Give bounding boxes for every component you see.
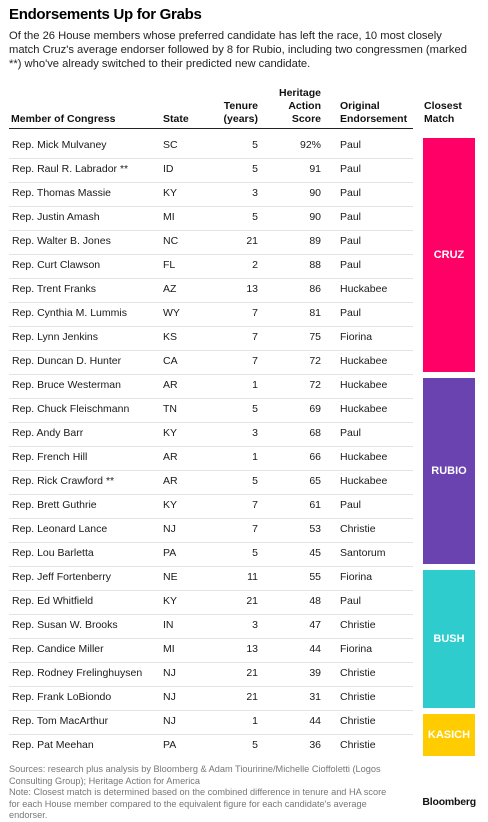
cell-original: Christie	[340, 619, 376, 631]
cell-original: Paul	[340, 139, 362, 151]
cell-original: Huckabee	[340, 283, 388, 295]
cell-original: Christie	[340, 715, 376, 727]
match-band-bush: BUSH	[423, 570, 475, 708]
cell-state: NE	[163, 571, 178, 583]
cell-score: 81	[309, 307, 321, 319]
cell-member: Rep. Cynthia M. Lummis	[12, 307, 127, 319]
header-state: State	[163, 113, 189, 125]
cell-member: Rep. Pat Meehan	[12, 739, 94, 751]
row-separator	[9, 590, 413, 591]
footer-note: Note: Closest match is determined based on the combined difference in tenure and HA score for each House member compared to the equivalent figure for each candidate's average endorser.	[9, 787, 387, 820]
cell-original: Fiorina	[340, 331, 373, 343]
cell-score: 47	[309, 619, 321, 631]
cell-original: Paul	[340, 307, 362, 319]
cell-tenure: 21	[246, 667, 258, 679]
header-original	[340, 100, 407, 126]
cell-member: Rep. Justin Amash	[12, 211, 100, 223]
cell-tenure: 3	[252, 427, 258, 439]
cell-tenure: 5	[252, 163, 258, 175]
cell-score: 91	[309, 163, 321, 175]
cell-score: 72	[309, 355, 321, 367]
cell-tenure: 1	[252, 715, 258, 727]
row-separator	[9, 710, 413, 711]
cell-member: Rep. Tom MacArthur	[12, 715, 109, 727]
cell-original: Huckabee	[340, 355, 388, 367]
header-divider	[9, 128, 413, 129]
row-separator	[9, 518, 413, 519]
cell-original: Paul	[340, 211, 362, 223]
cell-state: AR	[163, 379, 178, 391]
cell-state: KY	[163, 595, 178, 607]
cell-member: Rep. Leonard Lance	[12, 523, 108, 535]
cell-tenure: 13	[246, 643, 258, 655]
cell-tenure: 5	[252, 139, 258, 151]
cell-state: FL	[163, 259, 176, 271]
cell-original: Huckabee	[340, 451, 388, 463]
cell-original: Paul	[340, 499, 362, 511]
cell-member: Rep. Frank LoBiondo	[12, 691, 112, 703]
row-separator	[9, 446, 413, 447]
cell-score: 36	[309, 739, 321, 751]
cell-original: Huckabee	[340, 475, 388, 487]
header-score-line1: Heritage	[278, 87, 321, 99]
cell-original: Huckabee	[340, 379, 388, 391]
cell-tenure: 7	[252, 307, 258, 319]
cell-member: Rep. Andy Barr	[12, 427, 84, 439]
row-separator	[9, 686, 413, 687]
cell-score: 39	[309, 667, 321, 679]
footer-notes	[9, 764, 399, 822]
cell-original: Huckabee	[340, 403, 388, 415]
row-separator	[9, 470, 413, 471]
cell-state: AR	[163, 475, 178, 487]
cell-original: Santorum	[340, 547, 386, 559]
cell-state: SC	[163, 139, 178, 151]
cell-tenure: 5	[252, 211, 258, 223]
cell-state: MI	[163, 643, 175, 655]
cell-tenure: 3	[252, 187, 258, 199]
cell-member: Rep. Rick Crawford **	[12, 475, 115, 487]
row-separator	[9, 494, 413, 495]
header-score	[276, 87, 321, 126]
cell-tenure: 5	[252, 547, 258, 559]
cell-member: Rep. Trent Franks	[12, 283, 97, 295]
cell-score: 88	[309, 259, 321, 271]
cell-member: Rep. Walter B. Jones	[12, 235, 111, 247]
header-match-line1: Closest	[424, 100, 462, 112]
header-tenure	[222, 100, 258, 126]
cell-score: 55	[309, 571, 321, 583]
cell-tenure: 1	[252, 451, 258, 463]
cell-state: NJ	[163, 523, 176, 535]
cell-score: 68	[309, 427, 321, 439]
cell-tenure: 5	[252, 739, 258, 751]
cell-member: Rep. Bruce Westerman	[12, 379, 121, 391]
row-separator	[9, 302, 413, 303]
cell-original: Paul	[340, 259, 362, 271]
cell-original: Paul	[340, 187, 362, 199]
cell-score: 86	[309, 283, 321, 295]
brand-logo: Bloomberg	[422, 796, 476, 808]
cell-member: Rep. Raul R. Labrador **	[12, 163, 129, 175]
cell-member: Rep. Ed Whitfield	[12, 595, 94, 607]
cell-state: NJ	[163, 667, 176, 679]
cell-original: Christie	[340, 739, 376, 751]
cell-member: Rep. Duncan D. Hunter	[12, 355, 122, 367]
chart-title: Endorsements Up for Grabs	[9, 6, 202, 23]
cell-original: Paul	[340, 163, 362, 175]
cell-member: Rep. Rodney Frelinghuysen	[12, 667, 143, 679]
match-band-cruz: CRUZ	[423, 138, 475, 372]
cell-original: Paul	[340, 235, 362, 247]
header-match	[424, 100, 462, 126]
cell-original: Paul	[340, 427, 362, 439]
cell-score: 45	[309, 547, 321, 559]
header-original-line1: Original	[340, 100, 380, 112]
cell-original: Fiorina	[340, 643, 373, 655]
chart-subtitle: Of the 26 House members whose preferred candidate has left the race, 10 most closely match Cruz's average endorser followed by 8 for Rubio, including two congressmen (marked **) who've already switched to their predicted new candidate.	[9, 30, 467, 70]
cell-state: AZ	[163, 283, 177, 295]
cell-state: NJ	[163, 715, 176, 727]
row-separator	[9, 182, 413, 183]
cell-member: Rep. Lou Barletta	[12, 547, 94, 559]
row-separator	[9, 566, 413, 567]
cell-score: 66	[309, 451, 321, 463]
cell-tenure: 1	[252, 379, 258, 391]
cell-score: 75	[309, 331, 321, 343]
cell-state: MI	[163, 211, 175, 223]
cell-state: AR	[163, 451, 178, 463]
cell-score: 31	[309, 691, 321, 703]
cell-member: Rep. Thomas Massie	[12, 187, 112, 199]
cell-state: PA	[163, 547, 177, 559]
row-separator	[9, 422, 413, 423]
cell-state: ID	[163, 163, 174, 175]
row-separator	[9, 638, 413, 639]
cell-original: Fiorina	[340, 571, 373, 583]
cell-member: Rep. Jeff Fortenberry	[12, 571, 112, 583]
cell-score: 69	[309, 403, 321, 415]
header-match-line2: Match	[424, 113, 455, 125]
cell-tenure: 7	[252, 523, 258, 535]
cell-member: Rep. Brett Guthrie	[12, 499, 97, 511]
cell-score: 65	[309, 475, 321, 487]
cell-original: Christie	[340, 667, 376, 679]
header-score-line3: Score	[291, 113, 321, 125]
row-separator	[9, 230, 413, 231]
cell-score: 44	[309, 715, 321, 727]
cell-tenure: 21	[246, 595, 258, 607]
cell-score: 90	[309, 211, 321, 223]
cell-state: KY	[163, 427, 178, 439]
match-band-kasich: KASICH	[423, 714, 475, 756]
cell-score: 92%	[299, 139, 321, 151]
cell-tenure: 11	[247, 571, 258, 583]
row-separator	[9, 278, 413, 279]
row-separator	[9, 542, 413, 543]
cell-member: Rep. Candice Miller	[12, 643, 104, 655]
cell-member: Rep. Mick Mulvaney	[12, 139, 107, 151]
cell-original: Christie	[340, 523, 376, 535]
cell-state: KS	[163, 331, 178, 343]
header-member: Member of Congress	[11, 113, 116, 125]
row-separator	[9, 374, 413, 375]
cell-member: Rep. Lynn Jenkins	[12, 331, 98, 343]
row-separator	[9, 734, 413, 735]
row-separator	[9, 614, 413, 615]
cell-score: 44	[309, 643, 321, 655]
cell-state: IN	[163, 619, 174, 631]
cell-tenure: 13	[246, 283, 258, 295]
cell-tenure: 5	[252, 475, 258, 487]
footer-sources: Sources: research plus analysis by Bloomberg & Adam Tiouririne/Michelle Cioffoletti (Logos Consulting Group); Heritage Action for America	[9, 764, 381, 786]
cell-original: Paul	[340, 595, 362, 607]
cell-tenure: 7	[252, 331, 258, 343]
cell-state: KY	[163, 499, 178, 511]
header-tenure-line2: (years)	[223, 113, 258, 125]
cell-member: Rep. Curt Clawson	[12, 259, 101, 271]
cell-member: Rep. Chuck Fleischmann	[12, 403, 130, 415]
row-separator	[9, 662, 413, 663]
cell-score: 90	[309, 187, 321, 199]
cell-state: WY	[163, 307, 180, 319]
cell-state: KY	[163, 187, 178, 199]
row-separator	[9, 350, 413, 351]
header-original-line2: Endorsement	[340, 113, 408, 125]
cell-state: CA	[163, 355, 178, 367]
header-tenure-line1: Tenure	[223, 100, 258, 112]
cell-score: 53	[309, 523, 321, 535]
cell-tenure: 7	[252, 355, 258, 367]
cell-tenure: 3	[252, 619, 258, 631]
cell-score: 61	[309, 499, 321, 511]
header-score-line2: Action	[288, 100, 321, 112]
cell-tenure: 21	[246, 691, 258, 703]
cell-tenure: 5	[252, 403, 258, 415]
cell-score: 72	[309, 379, 321, 391]
row-separator	[9, 206, 413, 207]
cell-tenure: 21	[246, 235, 258, 247]
cell-state: TN	[163, 403, 177, 415]
row-separator	[9, 158, 413, 159]
cell-member: Rep. French Hill	[12, 451, 88, 463]
cell-state: NJ	[163, 691, 176, 703]
cell-tenure: 7	[252, 499, 258, 511]
cell-tenure: 2	[252, 259, 258, 271]
cell-member: Rep. Susan W. Brooks	[12, 619, 118, 631]
cell-state: PA	[163, 739, 177, 751]
cell-state: NC	[163, 235, 179, 247]
row-separator	[9, 398, 413, 399]
row-separator	[9, 254, 413, 255]
cell-original: Christie	[340, 691, 376, 703]
match-band-rubio: RUBIO	[423, 378, 475, 564]
cell-score: 89	[309, 235, 321, 247]
row-separator	[9, 326, 413, 327]
cell-score: 48	[309, 595, 321, 607]
